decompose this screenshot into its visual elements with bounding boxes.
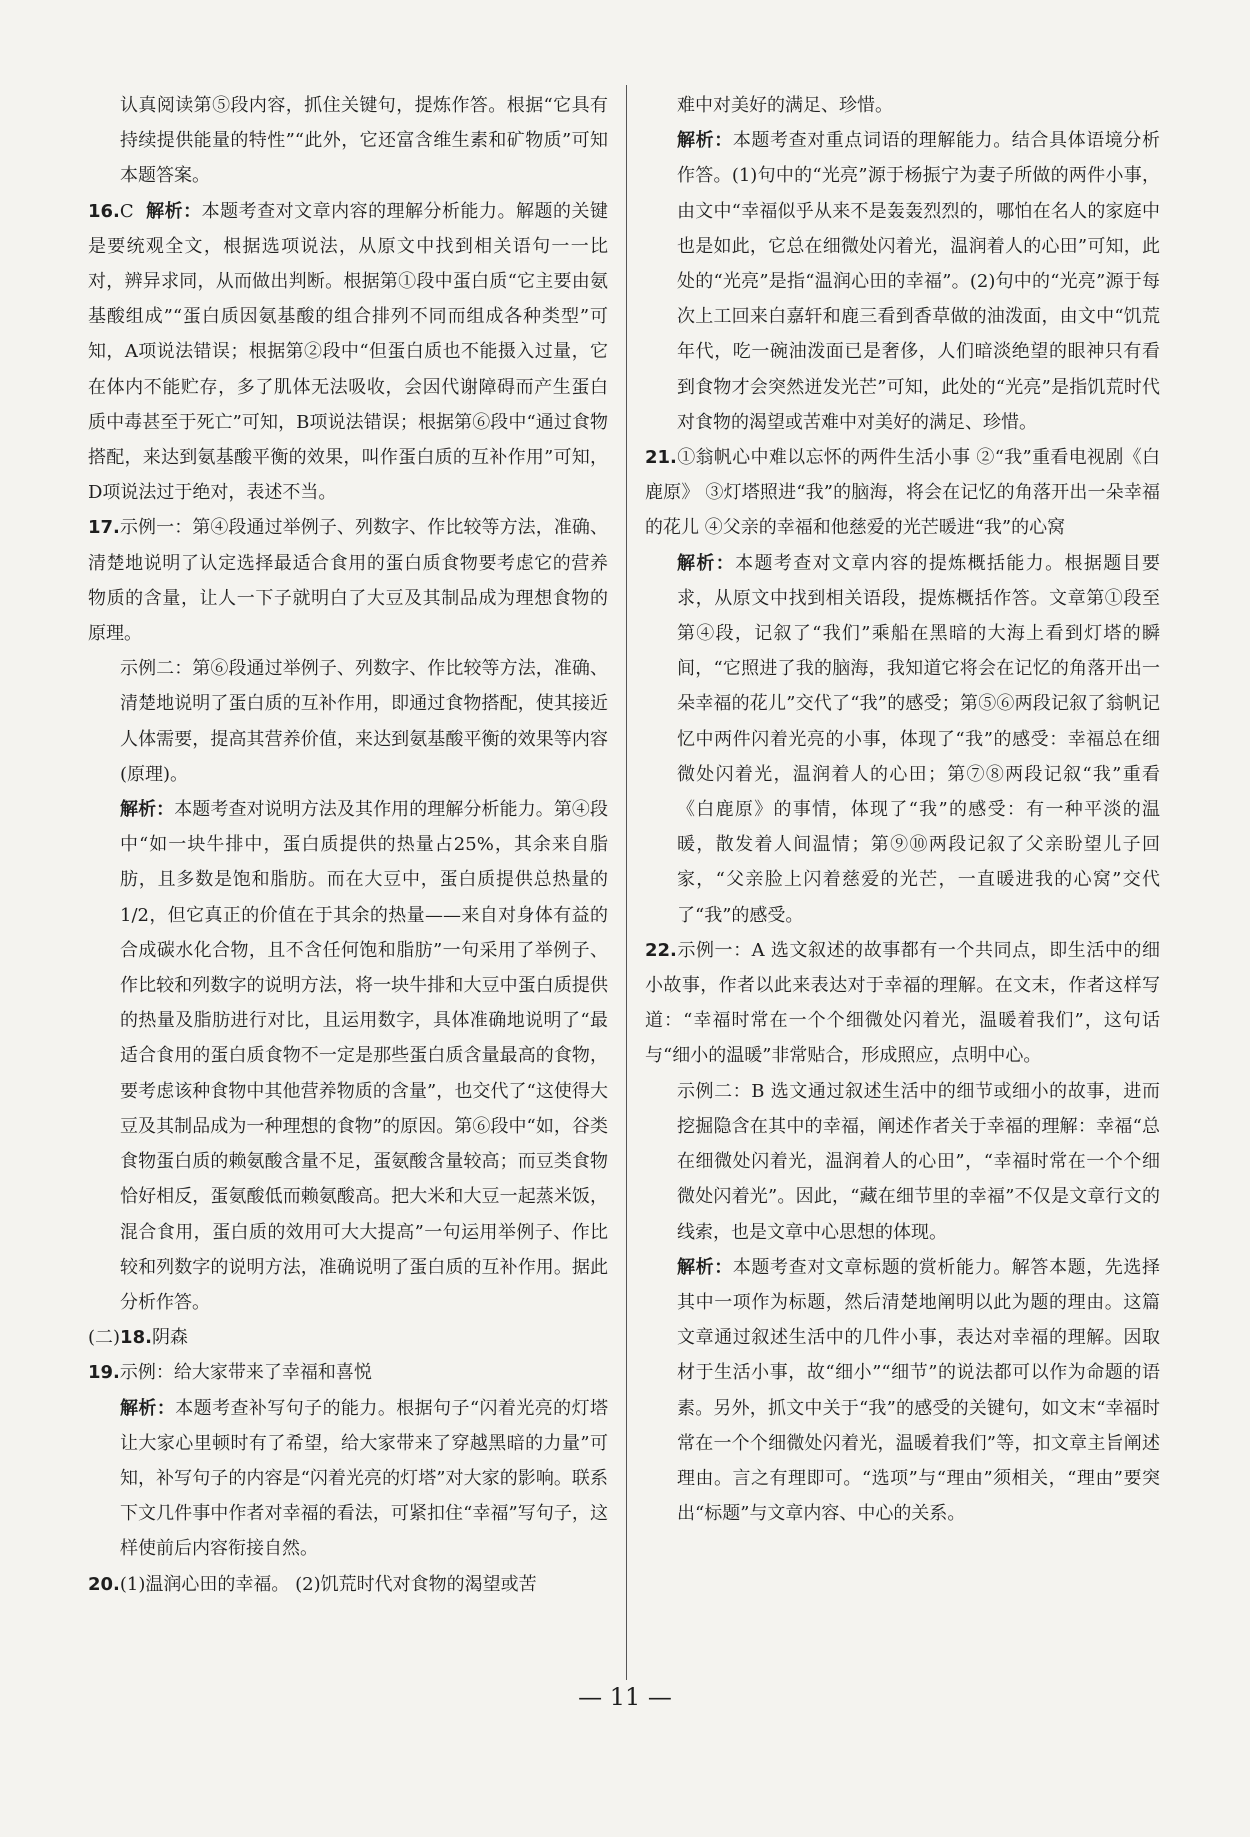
q-number: 17. [88,517,120,539]
section-prefix: (二) [88,1327,121,1349]
jiexi-label: 解析： [146,200,202,222]
example-one: 示例一：第④段通过举例子、列数字、作比较等方法，准确、清楚地说明了认定选择最适合食用的蛋白质食物要考虑它的营养物质的含量，让人一下子就明白了大豆及其制品成为理想食物的原理。 [88,517,608,645]
jiexi-label: 解析： [677,130,733,152]
answer-16 [88,194,608,511]
q-answer: 示例：给大家带来了幸福和喜悦 [119,1362,372,1384]
answer-20 [88,1567,608,1602]
analysis-text: 本题考查对说明方法及其作用的理解分析能力。第④段中“如一块牛排中，蛋白质提供的热量占25%，其余来自脂肪，且多数是饱和脂肪。而在大豆中，蛋白质提供总热量的1/2，但它真正的价值在于其余的热量——来自对身体有益的合成碳水化合物，且不含任何饱和脂肪”一句采用了举例子、作比较和列数字的说明方法，将一块牛排和大豆中蛋白质提供的热量及脂肪进行对比，且运用数字，具体准确地说明了“最适合食用的蛋白质食物不一定是那些蛋白质含量最高的食物，要考虑该种食物中其他营养物质的含量”，也交代了“这使得大豆及其制品成为一种理想的食物”的原因。第⑥段中“如，谷类食物蛋白质的赖氨酸含量不足，蛋氨酸含量较高；而豆类食物恰好相反，蛋氨酸低而赖氨酸高。把大米和大豆一起蒸米饭，混合食用，蛋白质的效用可大大提高”一句运用举例子、作比较和列数字的说明方法，准确说明了蛋白质的互补作用。据此分析作答。 [120,799,609,1313]
answer-18 [88,1320,608,1355]
q15-continuation: 认真阅读第⑤段内容，抓住关键句，提炼作答。根据“它具有持续提供能量的特性”“此外，它还富含维生素和矿物质”可知本题答案。 [120,95,608,187]
right-column [645,88,1160,1531]
answer-17 [88,510,608,1320]
q-answer: 阴森 [151,1327,188,1349]
analysis-text: 本题考查补写句子的能力。根据句子“闪着光亮的灯塔让大家心里顿时有了希望，给大家带来了穿越黑暗的力量”可知，补写句子的内容是“闪着光亮的灯塔”对大家的影响。联系下文几件事中作者对幸福的看法，可紧扣住“幸福”写句子，这样使前后内容衔接自然。 [120,1397,609,1560]
example-two: 示例二：第⑥段通过举例子、列数字、作比较等方法，准确、清楚地说明了蛋白质的互补作用，即通过食物搭配，使其接近人体需要，提高其营养价值，来达到氨基酸平衡的效果等内容(原理)。 [120,658,608,785]
answer-22 [645,933,1160,1531]
analysis-text: 本题考查对文章内容的理解分析能力。解题的关键是要统观全文，根据选项说法，从原文中找到相关语句一一比对，辨异求同，从而做出判断。根据第①段中蛋白质“它主要由氨基酸组成”“蛋白质因氨基酸的组合排列不同而组成各种类型”可知，A项说法错误；根据第②段中“但蛋白质也不能摄入过量，它在体内不能贮存，多了肌体无法吸收，会因代谢障碍而产生蛋白质中毒甚至于死亡”可知，B项说法错误；根据第⑥段中“通过食物搭配，来达到氨基酸平衡的效果，叫作蛋白质的互补作用”可知，D项说法过于绝对，表述不当。 [88,200,609,504]
q-answer: ①翁帆心中难以忘怀的两件生活小事 ②“我”重看电视剧《白鹿原》 ③灯塔照进“我”的脑海，将会在记忆的角落开出一朵幸福的花儿 ④父亲的幸福和他慈爱的光芒暖进“我”的心窝 [645,447,1160,539]
analysis-text: 本题考查对文章内容的提炼概括能力。根据题目要求，从原文中找到相关语段，提炼概括作答。文章第①段至第④段，记叙了“我们”乘船在黑暗的大海上看到灯塔的瞬间，“它照进了我的脑海，我知道它将会在记忆的角落开出一朵幸福的花儿”交代了“我”的感受；第⑤⑥两段记叙了翁帆记忆中两件闪着光亮的小事，体现了“我”的感受：幸福总在细微处闪着光，温润着人的心田；第⑦⑧两段记叙“我”重看《白鹿原》的事情，体现了“我”的感受：有一种平淡的温暖，散发着人间温情；第⑨⑩两段记叙了父亲盼望儿子回家，“父亲脸上闪着慈爱的光芒，一直暖进我的心窝”交代了“我”的感受。 [677,552,1160,926]
analysis-text: 本题考查对重点词语的理解能力。结合具体语境分析作答。(1)句中的“光亮”源于杨振宁为妻子所做的两件小事，由文中“幸福似乎从来不是轰轰烈烈的，哪怕在名人的家庭中也是如此，它总在细微处闪着光，温润着人的心田”可知，此处的“光亮”是指“温润心田的幸福”。(2)句中的“光亮”源于每次上工回来白嘉轩和鹿三看到香草做的油泼面，由文中“饥荒年代，吃一碗油泼面已是奢侈，人们暗淡绝望的眼神只有看到食物才会突然迸发光芒”可知，此处的“光亮”是指饥荒时代对食物的渴望或苦难中对美好的满足、珍惜。 [677,130,1161,433]
q-answer: (1)温润心田的幸福。 (2)饥荒时代对食物的渴望或苦 [119,1573,537,1595]
jiexi-label: 解析： [677,552,736,574]
column-divider [626,85,627,1680]
answer-21 [645,440,1160,933]
q-number: 20. [88,1573,120,1595]
q20-answer-continuation: 难中对美好的满足、珍惜。 [677,95,893,116]
q-number: 16. [88,200,120,222]
q-number: 18. [120,1327,152,1349]
jiexi-label: 解析： [120,1397,176,1419]
jiexi-label: 解析： [677,1256,733,1278]
q-number: 19. [88,1362,120,1384]
answer-19 [88,1355,608,1566]
jiexi-label: 解析： [120,799,175,821]
analysis-text: 本题考查对文章标题的赏析能力。解答本题，先选择其中一项作为标题，然后清楚地阐明以此为题的理由。这篇文章通过叙述生活中的几件小事，表达对幸福的理解。因取材于生活小事，故“细小”“细节”的说法都可以作为命题的语素。另外，抓文中关于“我”的感受的关键句，如文末“幸福时常在一个个细微处闪着光，温暖着我们”等，扣文章主旨阐述理由。言之有理即可。“选项”与“理由”须相关，“理由”要突出“标题”与文章内容、中心的关系。 [677,1256,1161,1525]
q-answer: C [119,200,134,222]
q-number: 21. [645,447,677,469]
example-two: 示例二：B 选文通过叙述生活中的细节或细小的故事，进而挖掘隐含在其中的幸福，阐述作者关于幸福的理解：幸福“总在细微处闪着光，温润着人的心田”，“幸福时常在一个个细微处闪着光”。因此，“藏在细节里的幸福”不仅是文章行文的线索，也是文章中心思想的体现。 [677,1080,1160,1243]
example-one: 示例一：A 选文叙述的故事都有一个共同点，即生活中的细小故事，作者以此来表达对于幸福的理解。在文末，作者这样写道：“幸福时常在一个个细微处闪着光，温暖着我们”，这句话与“细小的温暖”非常贴合，形成照应，点明中心。 [645,939,1160,1067]
page-number: — 11 — [578,1683,672,1711]
left-column [88,88,608,1602]
q-number: 22. [645,939,677,961]
